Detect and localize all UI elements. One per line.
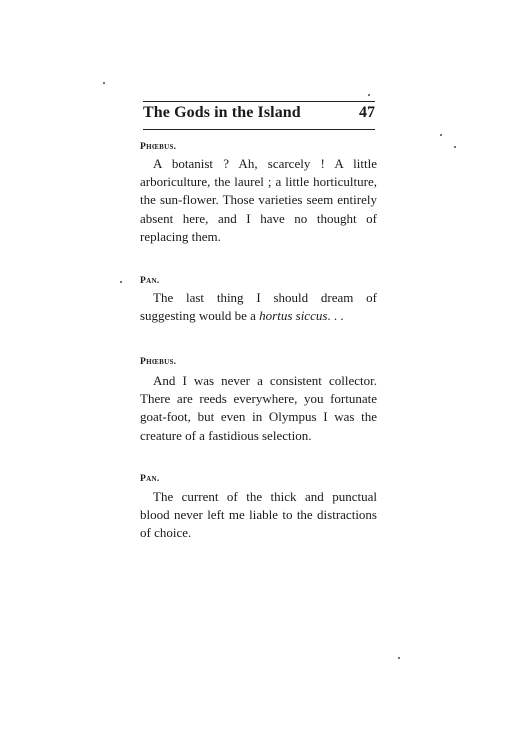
speaker-name: Phœbus. [140,142,177,152]
scan-speck [440,134,442,136]
speaker-name: Phœbus. [140,357,177,367]
speech-text: The current of the thick and punctual blood never left me liable to the distractions of choice. [140,489,377,541]
scan-speck [120,281,122,283]
scan-speck [368,94,370,96]
speaker-name: Pan. [140,276,160,286]
header-top-rule [143,101,375,102]
speech-paragraph [140,155,377,246]
scan-speck [454,146,456,148]
running-title: The Gods in the Island [143,104,301,121]
speech-paragraph [140,372,377,445]
speech-text: And I was never a consistent collector. There are reeds everywhere, you fortunate goat-foot, but even in Olympus I was the creature of a fastidious selection. [140,373,377,443]
speech-italic-text: hortus siccus [259,308,328,324]
header-bottom-rule [143,129,375,130]
running-header [143,104,375,122]
speech-text-after: . . . [327,308,344,324]
scan-speck [103,82,105,84]
speaker-name: Pan. [140,474,160,484]
page-number: 47 [359,104,375,121]
speech-text: The last thing I should dream of suggesting would be a [140,290,377,324]
speech-text: A botanist ? Ah, scarcely ! A little arboriculture, the laurel ; a little horticulture, the sun-flower. Those varieties seem entirely absent here, and I have no thought of replacing them. [140,156,377,244]
speech-paragraph [140,488,377,543]
speech-paragraph [140,289,377,325]
scan-speck [398,657,400,659]
